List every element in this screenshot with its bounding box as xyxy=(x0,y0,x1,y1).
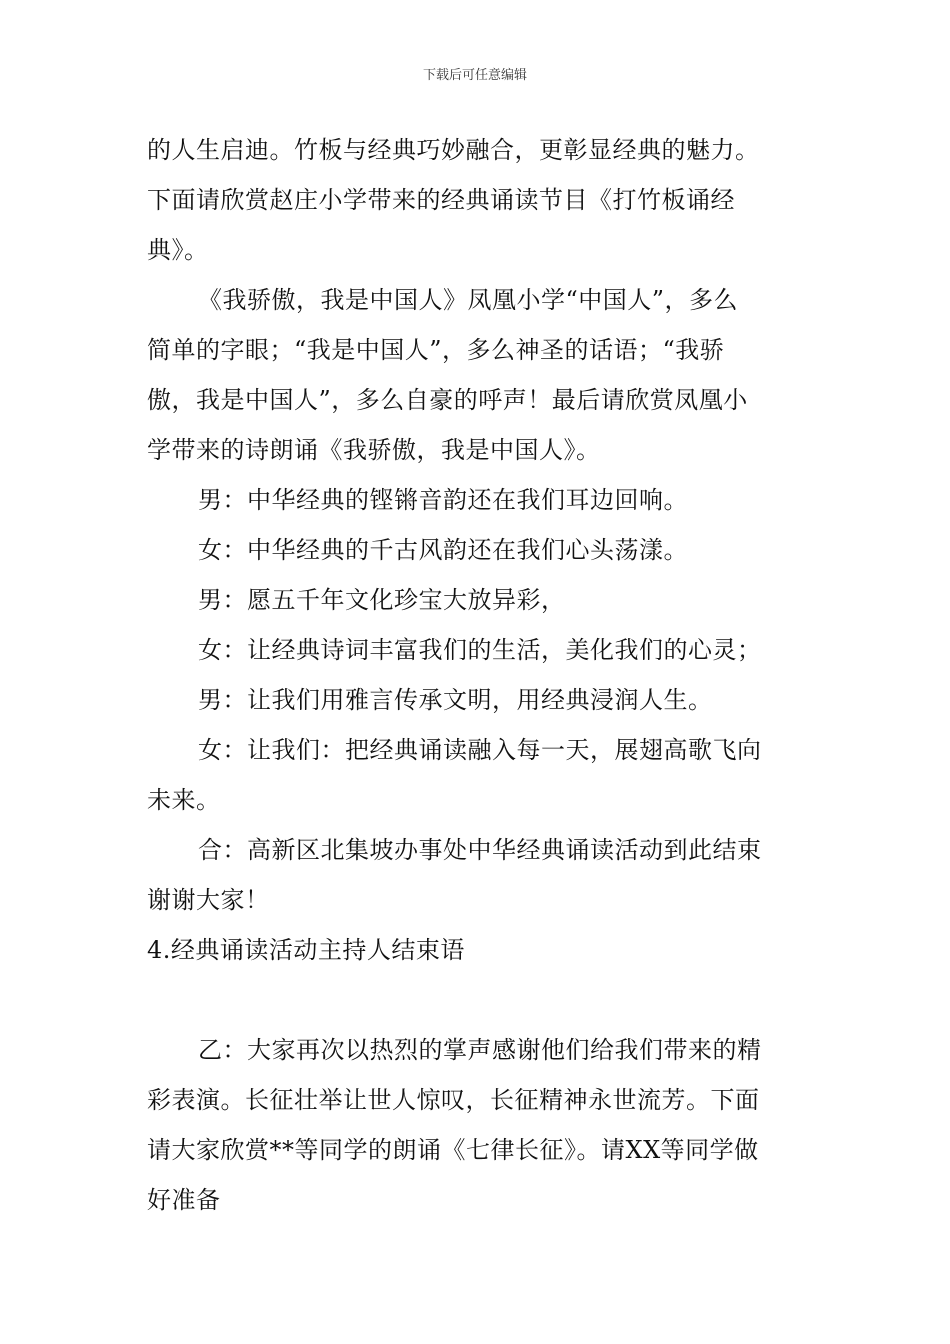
text-line: 谢谢大家！ xyxy=(147,886,270,914)
text-line: 女：让经典诗词丰富我们的生活，美化我们的心灵； xyxy=(198,636,762,664)
text-line: 简单的字眼；“我是中国人”，多么神圣的话语；“我骄 xyxy=(147,336,725,364)
text-line: 下面请欣赏赵庄小学带来的经典诵读节目《打竹板诵经 xyxy=(147,186,735,214)
text-line: 彩表演。长征壮举让世人惊叹，长征精神永世流芳。下面 xyxy=(147,1086,760,1114)
text-line: 乙：大家再次以热烈的掌声感谢他们给我们带来的精 xyxy=(198,1036,762,1064)
text-line: 好准备 xyxy=(147,1186,221,1214)
text-line: 请大家欣赏**等同学的朗诵《七律长征》。请XX等同学做 xyxy=(147,1136,759,1164)
text-line: 男：中华经典的铿锵音韵还在我们耳边回响。 xyxy=(198,486,688,514)
text-line: 女：中华经典的千古风韵还在我们心头荡漾。 xyxy=(198,536,688,564)
text-line: 男：让我们用雅言传承文明，用经典浸润人生。 xyxy=(198,686,713,714)
text-line: 男：愿五千年文化珍宝大放异彩， xyxy=(198,586,566,614)
page-header: 下载后可任意编辑 xyxy=(422,68,527,83)
text-line: 未来。 xyxy=(147,786,221,814)
text-line: 女：让我们：把经典诵读融入每一天，展翅高歌飞向 xyxy=(198,736,762,764)
text-line: 合：高新区北集坡办事处中华经典诵读活动到此结束 xyxy=(198,836,762,864)
text-line: 傲，我是中国人”，多么自豪的呼声！最后请欣赏凤凰小 xyxy=(147,386,748,414)
text-line: 的人生启迪。竹板与经典巧妙融合，更彰显经典的魅力。 xyxy=(147,136,760,164)
text-line: 学带来的诗朗诵《我骄傲，我是中国人》。 xyxy=(147,436,601,464)
text-line: 典》。 xyxy=(147,236,209,264)
text-line: 《我骄傲，我是中国人》凤凰小学“中国人”，多么 xyxy=(198,286,739,314)
section-heading: 4.经典诵读活动主持人结束语 xyxy=(147,936,465,964)
